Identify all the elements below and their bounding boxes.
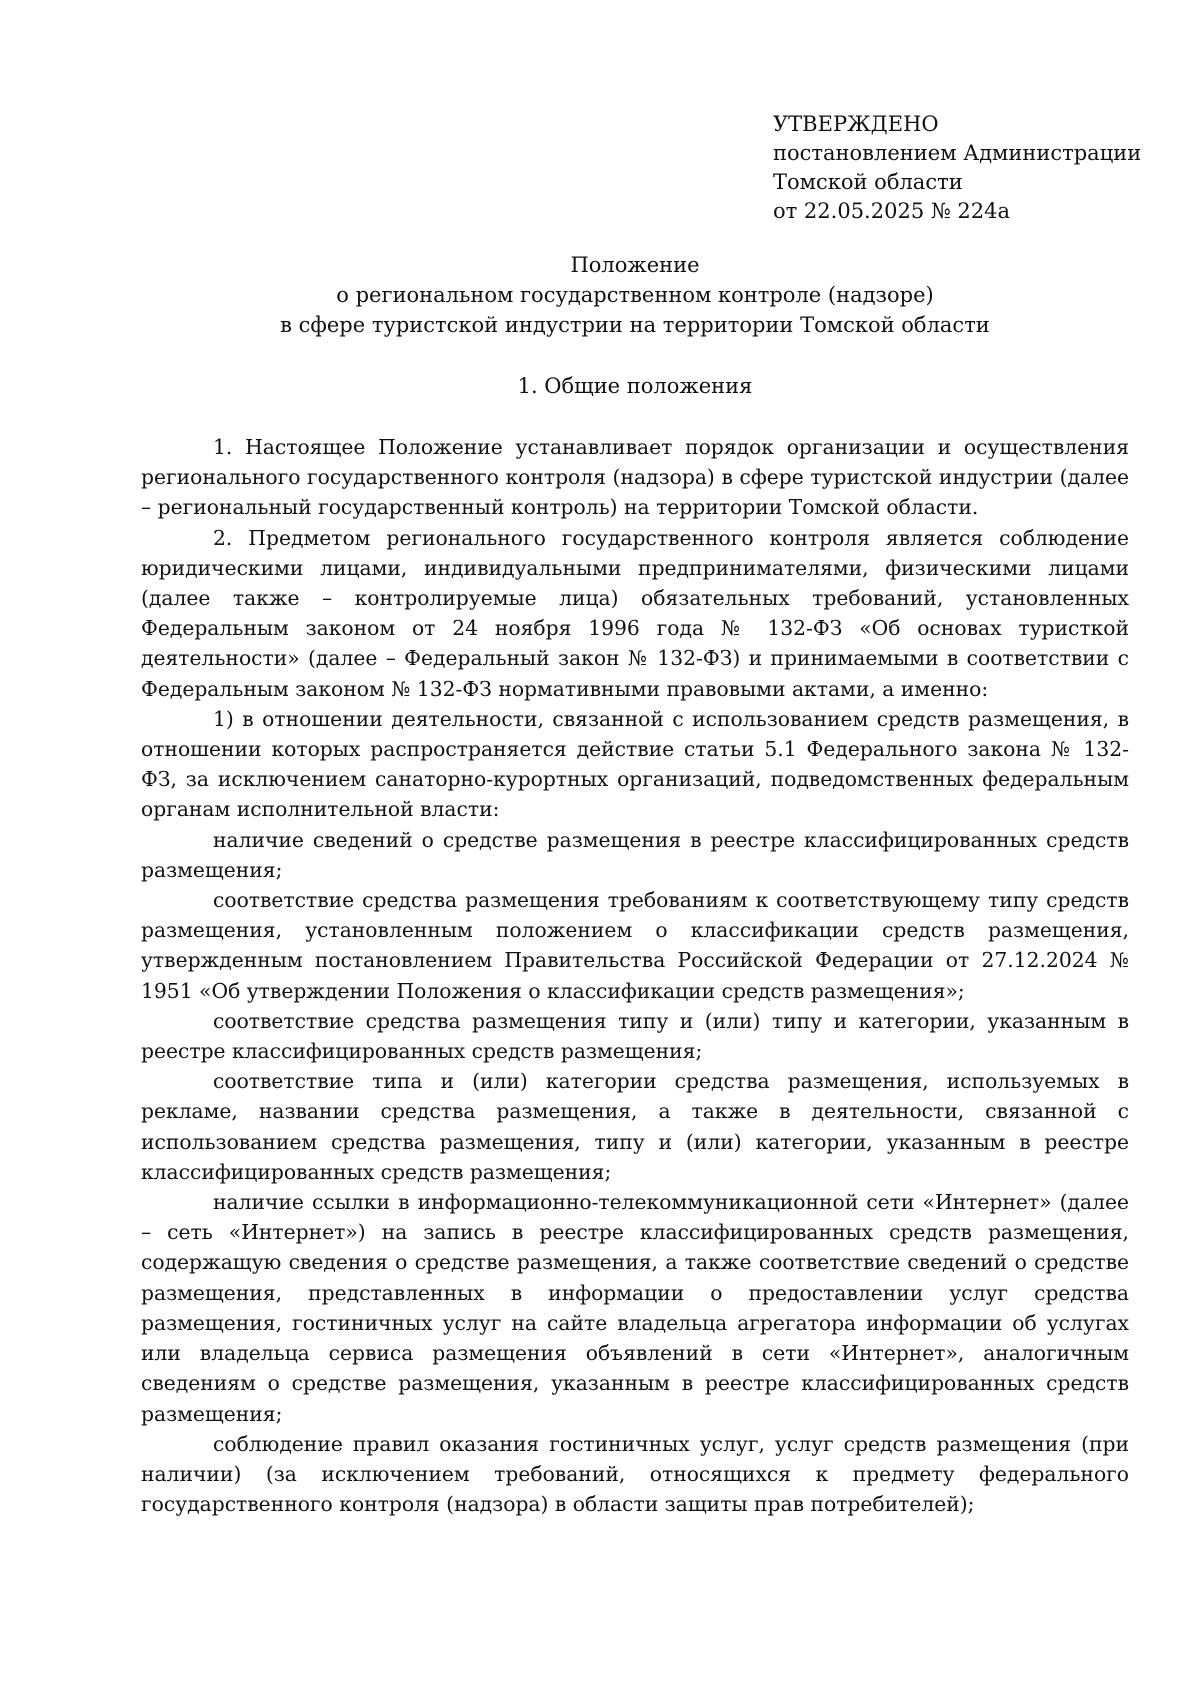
paragraph: соответствие средства размещения требованиям к соответствующему типу средств размещения, установленным положением о классификации средств размещения, утвержденным постановлением Правительства Российской Федерации от 27.12.2024 № 1951 «Об утверждении Положения о классификации средств размещения»; bbox=[141, 888, 1129, 1003]
title-line-3: в сфере туристской индустрии на территории Томской области bbox=[280, 313, 990, 337]
approval-line-issuer: постановлением Администрации bbox=[773, 141, 1142, 165]
paragraph: наличие ссылки в информационно-телекоммуникационной сети «Интернет» (далее – сеть «Интернет») на запись в реестре классифицированных средств размещения, содержащую сведения о средстве размещения, а также соответствие сведений о средстве размещения, представленных в информации о предоставлении услуг средства размещения, гостиничных услуг на сайте владельца агрегатора информации об услугах или владельца сервиса размещения объявлений в сети «Интернет», аналогичным сведениям о средстве размещения, указанным в реестре классифицированных средств размещения; bbox=[141, 1190, 1129, 1426]
approval-line-region: Томской области bbox=[773, 170, 963, 194]
section-heading: 1. Общие положения bbox=[517, 374, 753, 398]
paragraph: соблюдение правил оказания гостиничных услуг, услуг средств размещения (при наличии) (за исключением требований, относящихся к предмету федерального государственного контроля (надзора) в области защиты прав потребителей); bbox=[141, 1431, 1129, 1517]
approval-stamp bbox=[773, 110, 1173, 226]
paragraph: 2. Предметом регионального государственного контроля является соблюдение юридическими лицами, индивидуальными предпринимателями, физическими лицами (далее также – контролируемые лица) обязательных требований, установленных Федеральным законом от 24 ноября 1996 года № 132-ФЗ «Об основах туристкой деятельности» (далее – Федеральный закон № 132-ФЗ) и принимаемыми в соответствии с Федеральным законом № 132-ФЗ нормативными правовыми актами, а именно: bbox=[141, 525, 1129, 701]
document-title bbox=[140, 250, 1130, 340]
approval-line-date-number: от 22.05.2025 № 224а bbox=[773, 199, 1010, 223]
title-line-1: Положение bbox=[570, 253, 700, 277]
paragraph: соответствие типа и (или) категории средства размещения, используемых в рекламе, названии средства размещения, а также в деятельности, связанной с использованием средства размещения, типу и (или) категории, указанным в реестре классифицированных средств размещения; bbox=[141, 1069, 1129, 1184]
paragraph: 1. Настоящее Положение устанавливает порядок организации и осуществления регионального государственного контроля (надзора) в сфере туристской индустрии (далее – региональный государственный контроль) на территории Томской области. bbox=[141, 435, 1129, 520]
paragraph: 1) в отношении деятельности, связанной с использованием средств размещения, в отношении которых распространяется действие статьи 5.1 Федерального закона № 132-ФЗ, за исключением санаторно-курортных организаций, подведомственных федеральным органам исполнительной власти: bbox=[141, 706, 1129, 822]
approval-line-approved: УТВЕРЖДЕНО bbox=[773, 112, 939, 136]
paragraph: наличие сведений о средстве размещения в реестре классифицированных средств размещения; bbox=[141, 827, 1129, 882]
title-line-2: о региональном государственном контроле (надзоре) bbox=[336, 283, 934, 307]
paragraph: соответствие средства размещения типу и (или) типу и категории, указанным в реестре классифицированных средств размещения; bbox=[141, 1008, 1129, 1064]
document-body bbox=[141, 432, 1129, 1519]
